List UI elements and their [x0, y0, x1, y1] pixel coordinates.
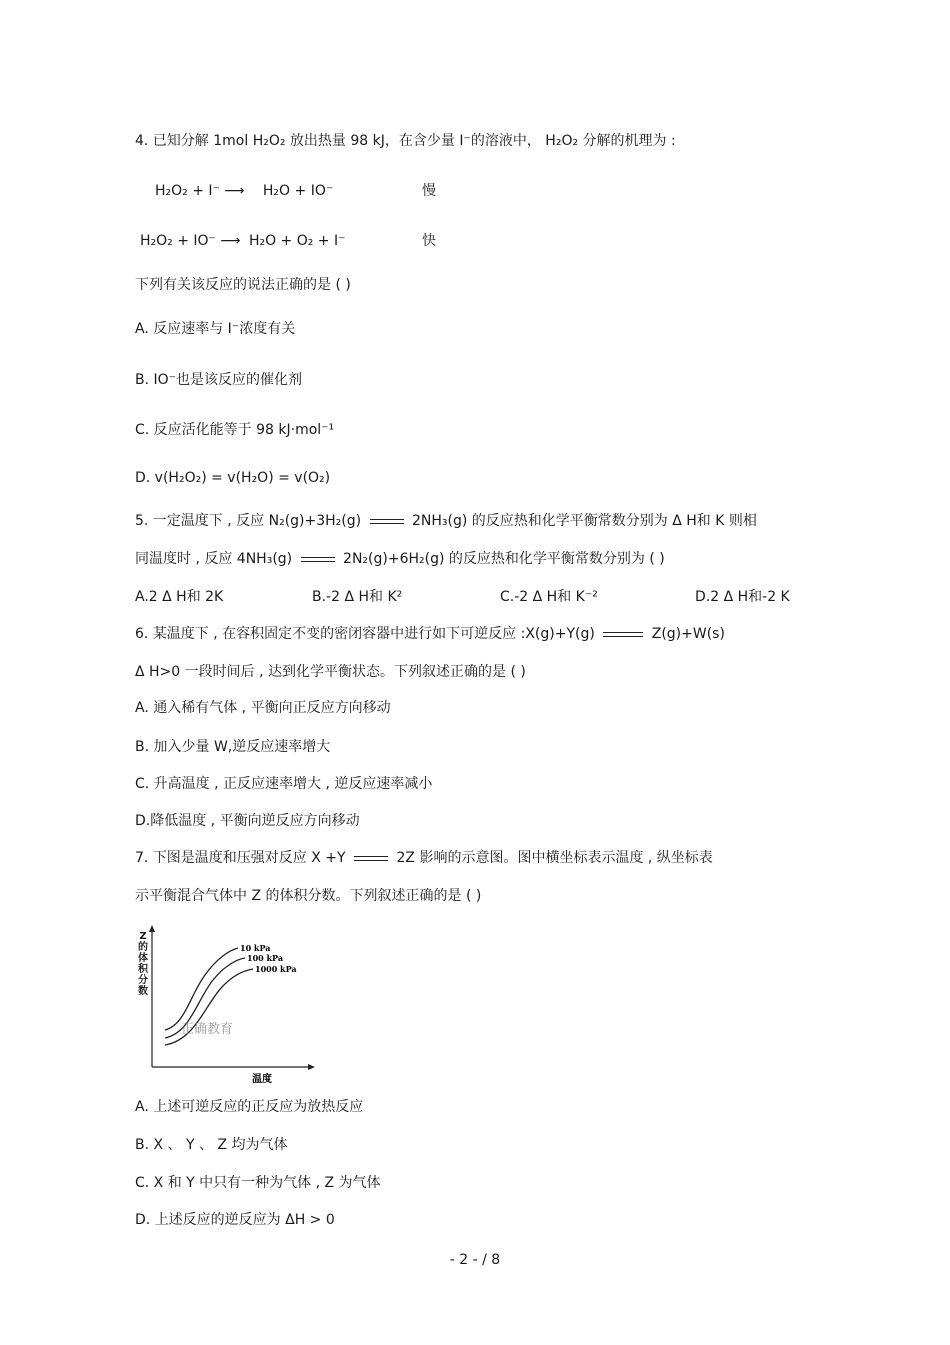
q4-step1-rhs: H₂O + IO⁻	[262, 183, 334, 199]
q4-step1-lhs: H₂O₂ + I⁻	[155, 183, 220, 199]
q6-option-d: D.降低温度 , 平衡向逆反应方向移动	[135, 813, 360, 829]
equilibrium-arrow-icon	[354, 853, 388, 863]
q5-option-c: C.-2 Δ H和 K⁻²	[500, 589, 598, 605]
q4-step2-rhs: H₂O + O₂ + I⁻	[248, 233, 346, 249]
series-label-2: 100 kPa	[247, 953, 284, 963]
q7-line2: 示平衡混合气体中 Z 的体积分数。下列叙述正确的是 ( )	[135, 888, 482, 904]
q5-line1-b: 2NH₃(g) 的反应热和化学平衡常数分别为 Δ H和 K 则相	[412, 513, 757, 529]
q4-stem: 下列有关该反应的说法正确的是 ( )	[135, 277, 351, 293]
q6-option-a: A. 通入稀有气体 , 平衡向正反应方向移动	[135, 700, 391, 716]
q5-line1-a: 5. 一定温度下 , 反应 N₂(g)+3H₂(g)	[135, 513, 362, 529]
q4-option-c: C. 反应活化能等于 98 kJ·mol⁻¹	[135, 422, 335, 438]
q7-graph	[135, 925, 315, 1085]
q7-option-b: B. X 、 Y 、 Z 均为气体	[135, 1137, 288, 1153]
q5-option-a: A.2 Δ H和 2K	[135, 589, 224, 605]
y-axis-label: Z的体积分数	[138, 931, 148, 997]
q7-line1-b: 2Z 影响的示意图。图中横坐标表示温度 , 纵坐标表	[396, 850, 713, 866]
q6-line1	[135, 625, 725, 643]
page-number: - 2 - / 8	[449, 1252, 501, 1268]
reaction-arrow-icon: ⟶	[220, 233, 241, 249]
equilibrium-arrow-icon	[603, 629, 643, 639]
q5-line2	[135, 550, 665, 568]
q5-option-d: D.2 Δ H和-2 K	[695, 589, 790, 605]
q6-line1-a: 6. 某温度下 , 在容积固定不变的密闭容器中进行如下可逆反应 :X(g)+Y(g)	[135, 626, 595, 642]
q7-line1	[135, 849, 713, 867]
equilibrium-arrow-icon	[370, 516, 404, 526]
q7-graph-svg	[135, 925, 315, 1085]
q7-option-d: D. 上述反应的逆反应为 ΔH > 0	[135, 1212, 335, 1228]
watermark-text: 正确教育	[181, 1022, 234, 1037]
q5-option-b: B.-2 Δ H和 K²	[312, 589, 403, 605]
q4-step1	[155, 182, 333, 200]
q7-option-c: C. X 和 Y 中只有一种为气体 , Z 为气体	[135, 1175, 381, 1191]
q4-step1-rate: 慢	[422, 183, 436, 199]
equilibrium-arrow-icon	[301, 554, 335, 564]
q7-option-a: A. 上述可逆反应的正反应为放热反应	[135, 1099, 364, 1115]
q5-line2-a: 同温度时 , 反应 4NH₃(g)	[135, 551, 293, 567]
q4-step2-lhs: H₂O₂ + IO⁻	[140, 233, 216, 249]
q4-option-a: A. 反应速率与 I⁻浓度有关	[135, 321, 296, 337]
q4-line1: 4. 已知分解 1mol H₂O₂ 放出热量 98 kJ，在含少量 I⁻的溶液中， H₂O₂ 分解的机理为 :	[135, 133, 676, 149]
q4-option-b: B. IO⁻也是该反应的催化剂	[135, 372, 303, 388]
q6-line2: Δ H>0 一段时间后 , 达到化学平衡状态。下列叙述正确的是 ( )	[135, 664, 526, 680]
q5-line1	[135, 512, 757, 530]
q4-step2	[140, 232, 346, 250]
series-label-1: 10 kPa	[240, 943, 271, 953]
q5-line2-b: 2N₂(g)+6H₂(g) 的反应热和化学平衡常数分别为 ( )	[343, 551, 665, 567]
q7-line1-a: 7. 下图是温度和压强对反应 X +Y	[135, 850, 346, 866]
q4-step2-rate: 快	[422, 233, 436, 249]
reaction-arrow-icon: ⟶	[224, 183, 245, 199]
x-axis-label: 温度	[252, 1074, 272, 1085]
series-label-3: 1000 kPa	[255, 964, 297, 974]
q6-line1-b: Z(g)+W(s)	[651, 626, 725, 642]
x-axis-arrow-icon	[308, 1064, 315, 1070]
q6-option-b: B. 加入少量 W,逆反应速率增大	[135, 739, 331, 755]
curve-10kpa	[165, 948, 238, 1030]
q6-option-c: C. 升高温度 , 正反应速率增大 , 逆反应速率减小	[135, 776, 433, 792]
q4-option-d: D. v(H₂O₂) = v(H₂O) = v(O₂)	[135, 470, 331, 486]
